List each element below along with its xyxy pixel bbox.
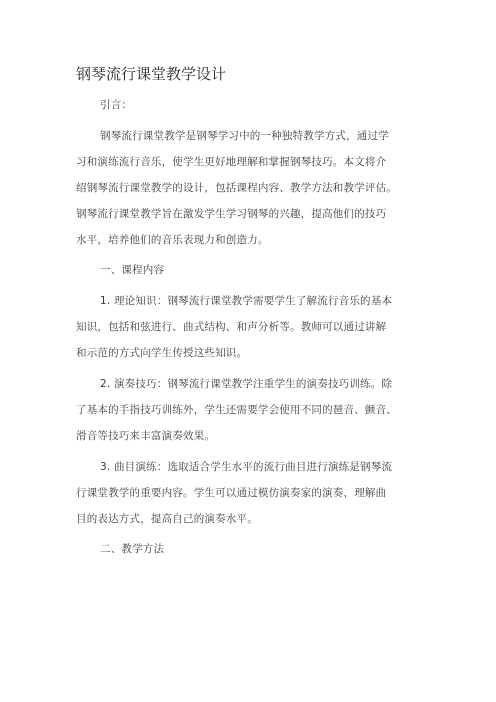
paragraph-line: 3. 曲目演练：选取适合学生水平的流行曲目进行演练是钢琴流 [100, 461, 393, 473]
paragraph-line: 目的表达方式，提高自己的演奏水平。 [76, 513, 258, 525]
paragraph-line: 行课堂教学的重要内容。学生可以通过模仿演奏家的演奏，理解曲 [76, 487, 387, 499]
document-title: 钢琴流行课堂教学设计 [76, 65, 227, 83]
paragraph-line: 习和演练流行音乐，使学生更好地理解和掌握钢琴技巧。本文将介 [76, 156, 387, 168]
section-heading-course-content: 一、课程内容 [100, 264, 165, 276]
paragraph-line: 钢琴流行课堂教学是钢琴学习中的一种独特教学方式，通过学 [100, 130, 389, 142]
paragraph-line: 了基本的手指技巧训练外，学生还需要学会使用不同的琶音、颤音、 [76, 404, 397, 416]
paragraph-line: 绍钢琴流行课堂教学的设计，包括课程内容、教学方法和教学评估。 [76, 182, 397, 194]
section-heading-teaching-methods: 二、教学方法 [100, 543, 165, 555]
paragraph-line: 1. 理论知识：钢琴流行课堂教学需要学生了解流行音乐的基本 [100, 295, 393, 307]
paragraph-line: 和示范的方式向学生传授这些知识。 [76, 347, 248, 359]
intro-heading: 引言： [100, 99, 133, 111]
paragraph-line: 2. 演奏技巧：钢琴流行课堂教学注重学生的演奏技巧训练。除 [100, 378, 393, 390]
paragraph-line: 钢琴流行课堂教学旨在激发学生学习钢琴的兴趣，提高他们的技巧 [76, 208, 387, 220]
paragraph-line: 水平，培养他们的音乐表现力和创造力。 [76, 234, 269, 246]
paragraph-line: 知识，包括和弦进行、曲式结构、和声分析等。教师可以通过讲解 [76, 321, 387, 333]
paragraph-line: 滑音等技巧来丰富演奏效果。 [76, 430, 216, 442]
